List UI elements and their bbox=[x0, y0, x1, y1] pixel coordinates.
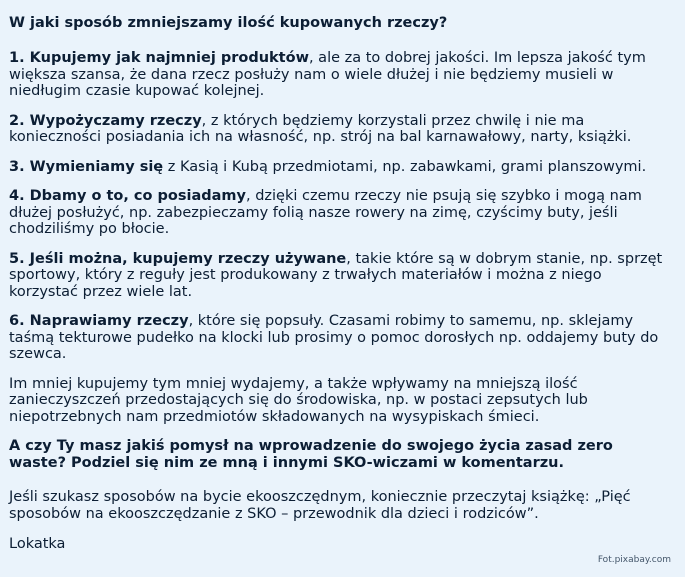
tip-text-3: z Kasią i Kubą przedmiotami, np. zabawkami, grami planszowymi. bbox=[163, 158, 647, 175]
tip-lead-3: 3. Wymieniamy się bbox=[9, 158, 164, 175]
tip-lead-4: 4. Dbamy o to, co posiadamy bbox=[9, 188, 246, 204]
tip-text-1: , ale za to dobrej jakości. Im lepsza jakość tym większa szansa, że dana rzecz posłuży nam o wiele dłużej i nie będziemy musieli w niedługim czasie kupować kolejnej. bbox=[9, 50, 646, 99]
tip-paragraph-5 bbox=[9, 251, 665, 301]
summary-paragraph: Im mniej kupujemy tym mniej wydajemy, a także wpływamy na mniejszą ilość zanieczyszczeń przedostających się do środowiska, np. w postaci zepsutych lub niepotrzebnych nam przedmiotów składowanych na wysypiskach śmieci. bbox=[9, 375, 588, 425]
tip-text-5: , takie które są w dobrym stanie, np. sprzęt sportowy, który z reguły jest produkowany z trwałych materiałów i można z niego korzystać przez wiele lat. bbox=[9, 250, 663, 300]
photo-credit: Fot.pixabay.com bbox=[597, 555, 671, 565]
question-paragraph: A czy Ty masz jakiś pomysł na wprowadzenie do swojego życia zasad zero waste? Podziel się nim ze mną i innymi SKO-wiczami w komentarzu. bbox=[9, 438, 613, 471]
tip-paragraph-4 bbox=[9, 188, 665, 238]
tip-paragraph-6 bbox=[9, 313, 665, 363]
author-signature: Lokatka bbox=[9, 536, 66, 552]
tip-lead-5: 5. Jeśli można, kupujemy rzeczy używane bbox=[9, 250, 347, 267]
tip-lead-6: 6. Naprawiamy rzeczy bbox=[9, 313, 189, 329]
article-heading: W jaki sposób zmniejszamy ilość kupowanych rzeczy? bbox=[9, 15, 448, 31]
tip-paragraph-3 bbox=[9, 159, 665, 176]
tip-lead-2: 2. Wypożyczamy rzeczy bbox=[9, 112, 202, 129]
tip-lead-1: 1. Kupujemy jak najmniej produktów bbox=[9, 50, 309, 66]
tip-text-6: , które się popsuły. Czasami robimy to samemu, np. sklejamy taśmą tekturowe pudełko na klocki lub prosimy o pomoc dorosłych np. oddajemy buty do szewca. bbox=[9, 313, 659, 362]
book-note-paragraph: Jeśli szukasz sposobów na bycie ekooszczędnym, koniecznie przeczytaj książkę: „Pięć sposobów na ekooszczędzanie z SKO – przewodnik dla dzieci i rodziców”. bbox=[9, 489, 631, 522]
tip-paragraph-2 bbox=[9, 113, 665, 146]
tip-text-2: , z których będziemy korzystali przez chwilę i nie ma konieczności posiadania ich na własność, np. strój na bal karnawałowy, narty, książki. bbox=[9, 112, 632, 145]
tip-paragraph-1 bbox=[9, 50, 665, 100]
tip-text-4: , dzięki czemu rzeczy nie psują się szybko i mogą nam dłużej posłużyć, np. zabezpieczamy folią nasze rowery na zimę, czyścimy buty, jeśli chodziliśmy po błocie. bbox=[9, 188, 642, 237]
